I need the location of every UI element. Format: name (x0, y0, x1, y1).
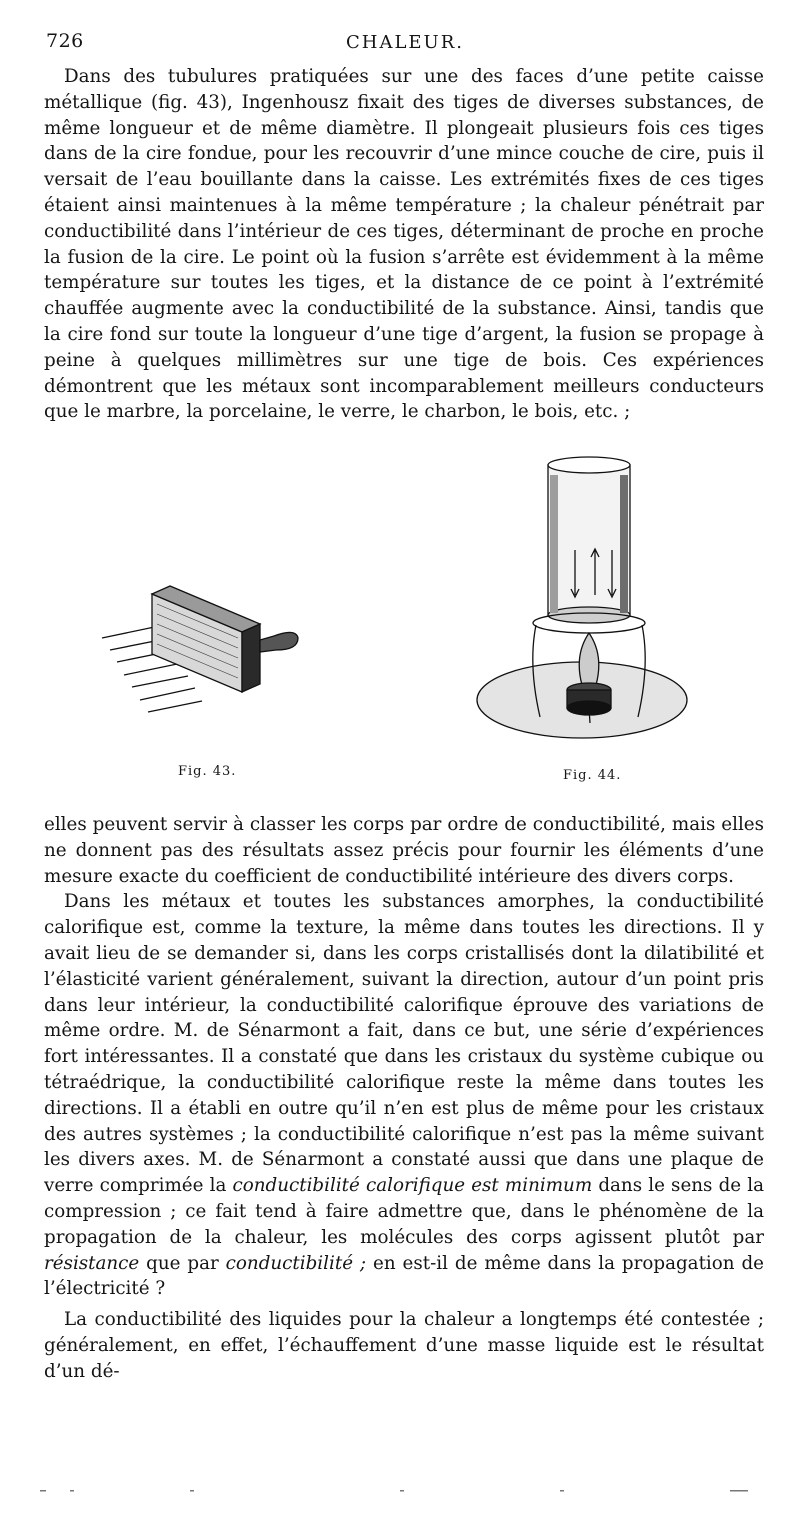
text-run: en est-il de même dans la propagation de l’électricité ? (44, 1252, 764, 1300)
paragraph-ingenhousz (44, 64, 764, 425)
italic-text: conductibilité ; (225, 1252, 367, 1274)
figure-43-illustration (92, 580, 302, 730)
paragraph-liquides (44, 1307, 764, 1384)
figure-44-illustration (470, 455, 700, 745)
figure-43-caption: Fig. 43. (178, 764, 237, 779)
figure-44-caption: Fig. 44. (563, 768, 622, 783)
footer-specks (40, 1485, 760, 1495)
text-run: que par (139, 1252, 226, 1274)
paragraph-text: Dans des tubulures pratiquées sur une des faces d’une petite caisse métallique (fig. 43), Ingenhousz fixait des tiges de diverses substances, de même longueur et de même diamètre. Il plongeait plusieurs fois ces tiges dans de la cire fondue, pour les recouvrir d’une mince couche de cire, puis il versait de l’eau bouillante dans la caisse. Les extrémités fixes de ces tiges étaient ainsi maintenues à la même température ; la chaleur pénétrait par conductibilité dans l’intérieur de ces tiges, déterminant de proche en proche la fusion de la cire. Le point où la fusion s’arrête est évidemment à la même température sur toutes les tiges, et la distance de ce point à l’extrémité chauffée augmente avec la conductibilité de la substance. Ainsi, tandis que la cire fond sur toute la longueur d’une tige d’argent, la fusion se propage à peine à quelques millimètres sur une tige de bois. Ces expériences démontrent que les métaux sont incomparablement meilleurs conducteurs que le marbre, la porcelaine, le verre, le charbon, le bois, etc. ; (44, 66, 764, 423)
paragraph-text: La conductibilité des liquides pour la chaleur a longtemps été contestée ; généralement, en effet, l’échauffement d’une masse liquide est le résultat d’un dé- (44, 1309, 764, 1382)
running-title: CHALEUR. (345, 32, 464, 53)
page-header (40, 30, 770, 60)
paragraph-block-middle (44, 812, 764, 1302)
paragraph-senarmont (44, 889, 764, 1302)
italic-text: résistance (44, 1252, 140, 1274)
text-run: Dans les métaux et toutes les substances amorphes, la conductibilité calorifique est, comme la texture, la même dans toutes les directions. Il y avait lieu de se demander si, dans les corps cristallisés dont la dilatibilité et l’élasticité varient généralement, suivant la direction, autour d’un point pris dans leur intérieur, la conductibilité calorifique éprouve des variations de même ordre. M. de Sénarmont a fait, dans ce but, une série d’expériences fort intéressantes. Il a constaté que dans les cristaux du système cubique ou tétraédrique, la conductibilité calorifique reste la même dans toutes les directions. Il a établi en outre qu’il n’en est plus de même pour les cristaux des autres systèmes ; la conductibilité calorifique n’est pas la même suivant les divers axes. M. de Sénarmont a constaté aussi que dans une plaque de verre comprimée la (44, 891, 764, 1197)
paragraph-text: elles peuvent servir à classer les corps par ordre de conductibilité, mais elles ne donnent pas des résultats assez précis pour fournir les éléments d’une mesure exacte du coefficient de conductibilité intérieure des divers corps. (44, 814, 764, 887)
page-number: 726 (46, 30, 84, 52)
italic-text: conductibilité calorifique est minimum (232, 1175, 593, 1197)
text-run: dans le sens de la compression ; ce fait tend à faire admettre que, dans le phénomène de la propagation de la chaleur, les molécules des corps agissent plutôt par (44, 1175, 764, 1248)
